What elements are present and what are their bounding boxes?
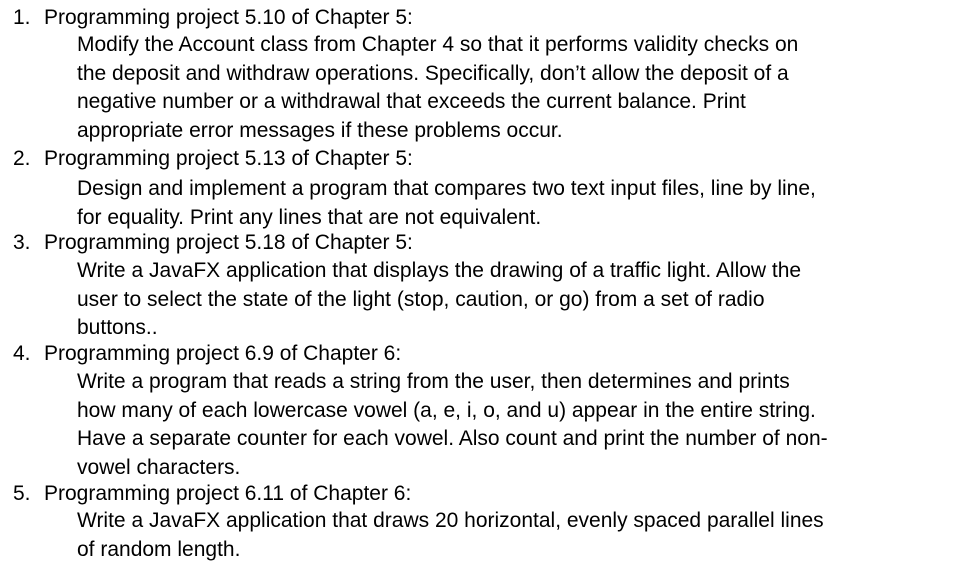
item-number: 2. [13, 147, 31, 170]
description-line: negative number or a withdrawal that exceeds the current balance. Print [77, 90, 746, 113]
item-number: 5. [13, 482, 31, 505]
item-title: Programming project 6.9 of Chapter 6: [44, 342, 402, 365]
item-title: Programming project 6.11 of Chapter 6: [44, 482, 412, 505]
description-line: Write a JavaFX application that draws 20 horizontal, evenly spaced parallel lines [77, 509, 824, 532]
description-line: how many of each lowercase vowel (a, e, i, o, and u) appear in the entire string. [77, 398, 816, 422]
description-line: Design and implement a program that compares two text input files, line by line, [77, 177, 816, 200]
description-line: user to select the state of the light (stop, caution, or go) from a set of radio [77, 287, 765, 311]
description-line: buttons.. [77, 316, 158, 339]
item-number: 1. [13, 6, 31, 29]
description-line: of random length. [77, 537, 241, 561]
description-line: Modify the Account class from Chapter 4 so that it performs validity checks on [77, 33, 799, 56]
item-description [77, 507, 824, 564]
description-line: appropriate error messages if these problems occur. [77, 118, 563, 142]
item-description [77, 257, 801, 343]
item-number: 3. [13, 231, 31, 254]
description-line: Have a separate counter for each vowel. Also count and print the number of non- [77, 427, 828, 450]
item-description [77, 368, 828, 482]
description-line: vowel characters. [77, 455, 241, 479]
description-line: the deposit and withdraw operations. Specifically, don’t allow the deposit of a [77, 61, 789, 85]
item-description [77, 31, 798, 145]
item-title: Programming project 5.10 of Chapter 5: [44, 6, 413, 29]
description-line: for equality. Print any lines that are not equivalent. [77, 205, 542, 229]
item-description [77, 175, 816, 232]
description-line: Write a JavaFX application that displays the drawing of a traffic light. Allow the [77, 259, 802, 282]
description-line: Write a program that reads a string from the user, then determines and prints [77, 370, 790, 393]
item-title: Programming project 5.18 of Chapter 5: [44, 231, 413, 254]
item-title: Programming project 5.13 of Chapter 5: [44, 147, 413, 170]
item-number: 4. [13, 342, 31, 365]
